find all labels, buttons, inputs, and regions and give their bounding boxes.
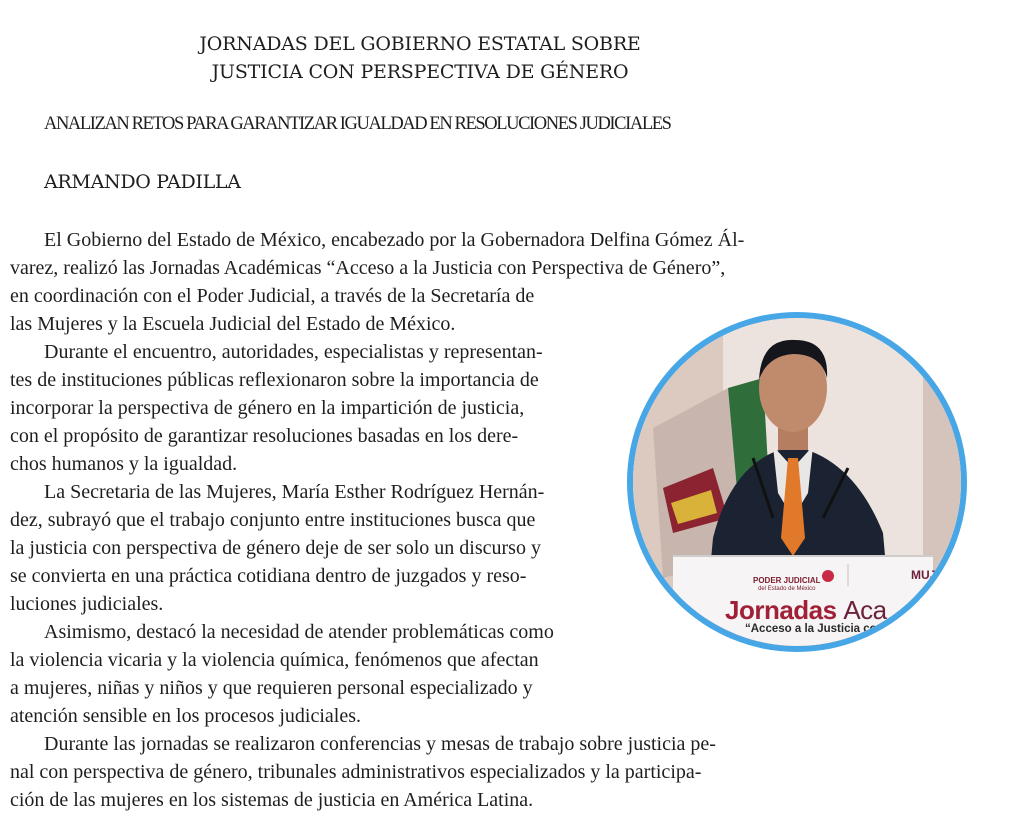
podium-logo-line-1: PODER JUDICIAL [753,576,821,585]
podium-title [725,595,887,626]
body-line: Durante las jornadas se realizaron conferencias y mesas de trabajo sobre justicia pe- [44,733,716,755]
body-line: en coordinación con el Poder Judicial, a través de la Secretaría de [10,285,535,307]
body-line: la violencia vicaria y la violencia química, fenómenos que afectan [10,649,539,671]
speaker-photo-image [633,318,961,646]
podium-logo [753,576,821,594]
podium-subtitle: “Acceso a la Justicia con [745,623,884,635]
body-line: a mujeres, niñas y niños y que requieren personal especializado y [10,677,533,699]
podium-title-part-2: Aca [843,595,887,625]
headline: ANALIZAN RETOS PARA GARANTIZAR IGUALDAD EN RESOLUCIONES JUDICIALES [44,114,671,134]
body-line: la justicia con perspectiva de género deje de ser solo un discurso y [10,537,541,559]
body-line: El Gobierno del Estado de México, encabezado por la Gobernadora Delfina Gómez Ál- [44,229,745,251]
body-line: ción de las mujeres en los sistemas de justicia en América Latina. [10,789,534,811]
podium-title-part-1: Jornadas [725,595,844,625]
body-line: La Secretaria de las Mujeres, María Esther Rodríguez Hernán- [44,481,545,503]
body-line: Asimismo, destacó la necesidad de atender problemáticas como [44,621,554,643]
body-line: dez, subrayó que el trabajo conjunto entre instituciones busca que [10,509,536,531]
kicker [150,30,690,86]
kicker-line-2: JUSTICIA CON PERSPECTIVA DE GÉNERO [211,61,629,83]
author-byline: ARMANDO PADILLA [44,171,241,193]
speaker-photo [627,312,967,652]
body-line: las Mujeres y la Escuela Judicial del Estado de México. [10,313,456,335]
body-line: tes de instituciones públicas reflexionaron sobre la importancia de [10,369,539,391]
body-line: incorporar la perspectiva de género en la impartición de justicia, [10,397,525,419]
body-line: luciones judiciales. [10,593,164,615]
body-line: atención sensible en los procesos judiciales. [10,705,362,727]
body-line: Durante el encuentro, autoridades, especialistas y representan- [44,341,543,363]
body-line: con el propósito de garantizar resoluciones basadas en los dere- [10,425,519,447]
body-line: nal con perspectiva de género, tribunales administrativos especializados y la participa- [10,761,702,783]
podium-logo-line-2: del Estado de México [758,586,816,592]
podium-brand: MUJE [911,568,945,582]
body-line: se convierta en una práctica cotidiana dentro de juzgados y reso- [10,565,527,587]
body-line: chos humanos y la igualdad. [10,453,238,475]
body-line: varez, realizó las Jornadas Académicas “Acceso a la Justicia con Perspectiva de Género”, [10,257,726,279]
kicker-line-1: JORNADAS DEL GOBIERNO ESTATAL SOBRE [199,33,641,55]
